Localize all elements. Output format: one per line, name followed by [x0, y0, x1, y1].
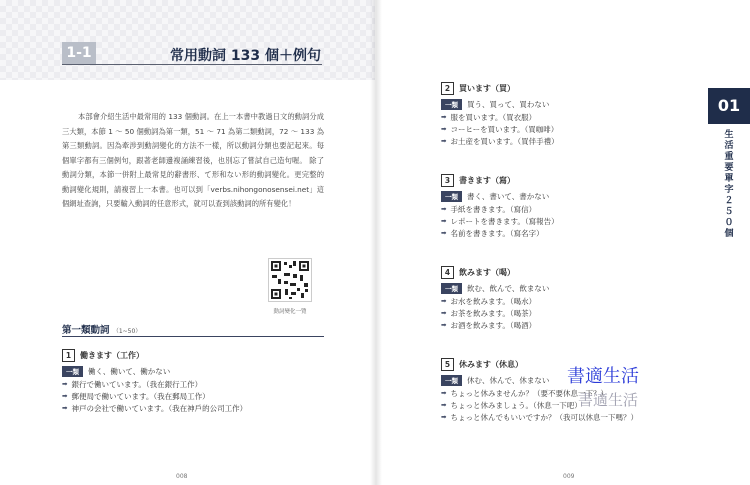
arrow-icon: ➡	[62, 392, 68, 400]
qr-code-icon	[268, 258, 312, 302]
arrow-icon: ➡	[441, 413, 447, 421]
verb-entry-3	[441, 174, 559, 238]
category-range: （1~50）	[112, 328, 142, 335]
example-sentence: レポートを書きます。（寫報告）	[450, 217, 559, 226]
arrow-icon: ➡	[62, 380, 68, 388]
example-sentence: 郵便局で働いています。（我在郵局工作）	[71, 392, 210, 401]
category-tag: 一類	[62, 366, 83, 377]
qr-caption: 動詞變化一覽	[273, 309, 307, 315]
category-heading	[62, 322, 141, 336]
chapter-tab: 01	[708, 88, 750, 124]
category-tag: 一類	[441, 191, 462, 202]
arrow-icon: ➡	[441, 229, 447, 237]
watermark-primary: 書適生活	[567, 366, 639, 387]
example-sentence: ちょっと休みませんか？（要不要休息一下？）	[450, 389, 608, 398]
category-tag: 一類	[441, 99, 462, 110]
verb-entry-1	[62, 349, 247, 413]
example-sentence: ちょっと休みましょう。（休息一下吧）	[450, 401, 582, 410]
header-pattern	[0, 0, 375, 80]
section-divider	[62, 64, 322, 65]
example-sentence: 手紙を書きます。（寫信）	[450, 205, 537, 214]
category-tag: 一類	[441, 375, 462, 386]
verb-entry-4	[441, 266, 549, 330]
arrow-icon: ➡	[441, 113, 447, 121]
section-badge: 1-1	[62, 42, 96, 64]
conjugation-forms: 働く、働いて、働かない	[88, 367, 171, 376]
arrow-icon: ➡	[441, 321, 447, 329]
chapter-tab-label: 生活重要單字２５０個	[724, 130, 734, 239]
entry-word: 休みます（休息）	[459, 360, 523, 369]
example-sentence: 名前を書きます。（寫名字）	[450, 229, 544, 238]
example-sentence: ちょっと休んでもいいですか？（我可以休息一下嗎？）	[450, 413, 638, 422]
example-sentence: お水を飲みます。（喝水）	[450, 297, 537, 306]
entry-number: 2	[441, 82, 454, 95]
arrow-icon: ➡	[441, 137, 447, 145]
conjugation-forms: 書く、書いて、書かない	[467, 192, 550, 201]
example-sentence: 銀行で働いています。（我在銀行工作）	[71, 380, 203, 389]
conjugation-forms: 飲む、飲んで、飲まない	[467, 284, 550, 293]
entry-word: 買います（買）	[459, 84, 515, 93]
example-sentence: コーヒーを買います。（買咖啡）	[450, 125, 559, 134]
conjugation-forms: 買う、買って、買わない	[467, 100, 550, 109]
entry-word: 飲みます（喝）	[459, 268, 515, 277]
example-sentence: お土産を買います。（買伴手禮）	[450, 137, 559, 146]
page-number-right: 009	[563, 473, 575, 480]
arrow-icon: ➡	[441, 297, 447, 305]
entry-number: 1	[62, 349, 75, 362]
arrow-icon: ➡	[441, 309, 447, 317]
watermark-secondary: 書適生活	[578, 391, 639, 409]
category-title: 第一類動詞	[62, 325, 110, 336]
right-page	[375, 0, 750, 485]
arrow-icon: ➡	[441, 401, 447, 409]
page-number-left: 008	[176, 473, 188, 480]
intro-paragraph: 本部會介紹生活中最常用的 133 個動詞。在上一本書中教過日文的動詞分成三大類，本節 1 ～ 50 個動詞為第一類，51 ～ 71 為第二類動詞，72 ～ 133 為第三類動詞。因為牽涉到動詞變化的方法不一樣，所以動詞分類也要記起來。每個單字都有三個例句，跟著老師邊複誦練習後，也別忘了嘗試自己造句喔。 除了動詞分類，本節一併附上最常見的辭書形、て形和ない形的動詞變化。更完整的動詞變化規則，請複習上一本書。也可以到「verbs.nihongonosensei.net」這個網址查詢，只要輸入動詞的任意形式，就可以查到該動詞的所有變化！	[62, 112, 324, 208]
entry-number: 5	[441, 358, 454, 371]
arrow-icon: ➡	[62, 404, 68, 412]
example-sentence: お酒を飲みます。（喝酒）	[450, 321, 537, 330]
section-title: 常用動詞 133 個＋例句	[170, 48, 321, 64]
arrow-icon: ➡	[441, 205, 447, 213]
entry-word: 働きます（工作）	[80, 351, 144, 360]
book-gutter	[370, 0, 382, 485]
arrow-icon: ➡	[441, 389, 447, 397]
verb-entry-2	[441, 82, 559, 146]
example-sentence: 服を買います。（買衣服）	[450, 113, 537, 122]
category-tag: 一類	[441, 283, 462, 294]
entry-word: 書きます（寫）	[459, 176, 515, 185]
conjugation-forms: 休む、休んで、休まない	[467, 376, 550, 385]
entry-number: 3	[441, 174, 454, 187]
category-divider	[62, 336, 324, 337]
example-sentence: お茶を飲みます。（喝茶）	[450, 309, 537, 318]
arrow-icon: ➡	[441, 125, 447, 133]
entry-number: 4	[441, 266, 454, 279]
example-sentence: 神戸の会社で働いています。（我在神戶的公司工作）	[71, 404, 248, 413]
arrow-icon: ➡	[441, 217, 447, 225]
